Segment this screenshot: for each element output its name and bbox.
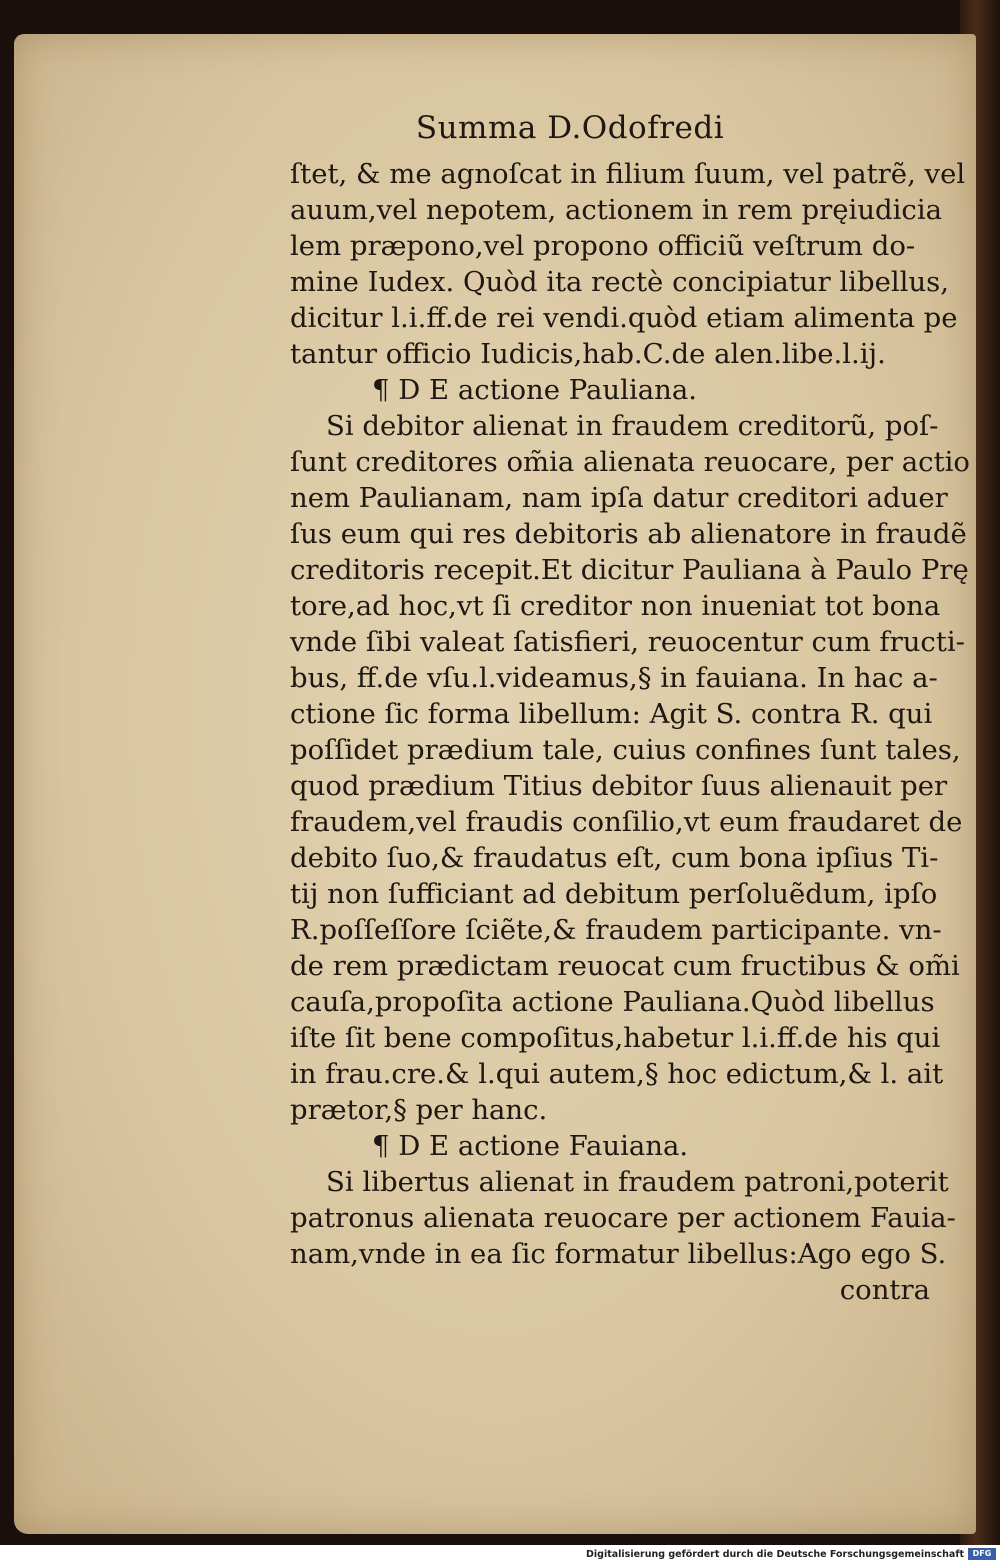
catchword: contra	[839, 1274, 930, 1306]
text-line: R.poſſeſſore ſciẽte,& fraudem participante. vn-	[290, 914, 942, 946]
text-line: fraudem,vel fraudis conſilio,vt eum fraudaret de	[290, 806, 963, 838]
text-line: vnde ſibi valeat ſatisfieri, reuocentur cum fructi-	[290, 626, 965, 658]
text-line: mine Iudex. Quòd ita rectè concipiatur libellus,	[290, 266, 950, 298]
text-line: prætor,§ per hanc.	[290, 1094, 548, 1126]
text-line: nam,vnde in ea ſic formatur libellus:Ago ego S.	[290, 1238, 947, 1270]
text-block	[290, 156, 970, 1308]
text-line: in frau.cre.& l.qui autem,§ hoc edictum,& l. ait	[290, 1058, 944, 1090]
text-line: Si debitor alienat in fraudem creditorũ, poſ-	[326, 410, 939, 442]
text-line: Si libertus alienat in fraudem patroni,poterit	[326, 1166, 949, 1198]
text-line: ſunt creditores om̃ia alienata reuocare, per actio	[290, 446, 970, 478]
running-head: Summa D.Odofredi	[415, 110, 725, 146]
text-line: quod prædium Titius debitor ſuus alienauit per	[290, 770, 948, 802]
text-line: de rem prædictam reuocat cum fructibus & om̃i	[290, 950, 960, 982]
section-heading-fauiana: ¶ D E actione Fauiana.	[372, 1130, 689, 1162]
footer-credit: Digitalisierung gefördert durch die Deutsche Forschungsgemeinschaft	[586, 1549, 964, 1560]
text-line: lem præpono,vel propono officiũ veſtrum do-	[290, 230, 916, 262]
text-line: bus, ff.de vſu.l.videamus,§ in fauiana. In hac a-	[290, 662, 938, 694]
section-heading-pauliana: ¶ D E actione Pauliana.	[372, 374, 697, 406]
text-line: ctione ſic forma libellum: Agit S. contra R. qui	[290, 698, 933, 730]
dfg-logo: DFG	[968, 1548, 996, 1560]
text-line: cauſa,propoſita actione Pauliana.Quòd libellus	[290, 986, 935, 1018]
text-line: iſte ſit bene compoſitus,habetur l.i.ff.de his qui	[290, 1022, 941, 1054]
text-line: tij non ſufficiant ad debitum perſoluẽdum, ipſo	[290, 878, 938, 910]
footer-bar	[0, 1545, 1000, 1562]
book-page	[14, 34, 976, 1534]
text-line: debito ſuo,& fraudatus eſt, cum bona ipſius Ti-	[290, 842, 939, 874]
text-line: patronus alienata reuocare per actionem Fauia-	[290, 1202, 956, 1234]
text-line: ſtet, & me agnoſcat in filium ſuum, vel patrẽ, vel	[290, 158, 966, 190]
text-line: nem Paulianam, nam ipſa datur creditori aduer	[290, 482, 948, 514]
text-line: poſſidet prædium tale, cuius confines ſunt tales,	[290, 734, 961, 766]
text-line: tore,ad hoc,vt ſi creditor non inueniat tot bona	[290, 590, 941, 622]
text-line: ſus eum qui res debitoris ab alienatore in fraudẽ	[290, 518, 967, 550]
text-line: creditoris recepit.Et dicitur Pauliana à Paulo Prę	[290, 554, 969, 586]
text-line: auum,vel nepotem, actionem in rem pręiudicia	[290, 194, 943, 226]
text-line: tantur officio Iudicis,hab.C.de alen.libe.l.ij.	[290, 338, 886, 370]
text-line: dicitur l.i.ff.de rei vendi.quòd etiam alimenta pe	[290, 302, 958, 334]
